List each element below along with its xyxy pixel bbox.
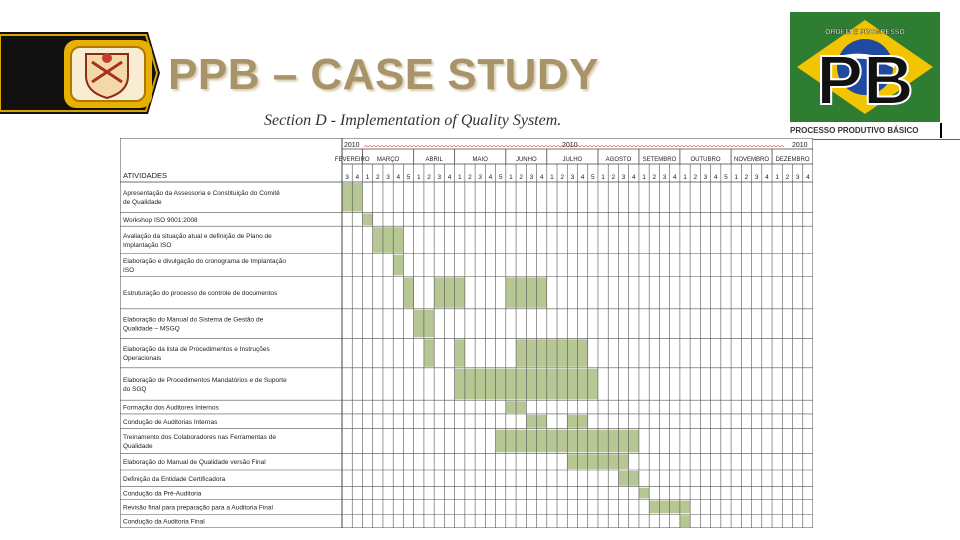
gantt-week-label: 2 — [519, 174, 523, 181]
gantt-week-label: 4 — [539, 174, 544, 181]
gantt-week-label: 4 — [672, 174, 677, 181]
gantt-week-label: 3 — [386, 174, 390, 181]
gantt-week-label: 2 — [560, 174, 564, 181]
gantt-week-label: 4 — [355, 174, 360, 181]
gantt-month-label: ABRIL — [425, 157, 443, 163]
gantt-bar — [403, 277, 413, 307]
gantt-bar — [516, 339, 588, 366]
crest-emblem-icon — [102, 53, 112, 63]
page-subtitle: Section D - Implementation of Quality System. — [264, 112, 562, 129]
gantt-month-label: FEVEREIRO — [334, 157, 370, 163]
gantt-month-label: AGOSTO — [605, 157, 632, 163]
gantt-week-label: 3 — [437, 174, 442, 181]
gantt-bar — [373, 227, 404, 253]
gantt-week-label: 1 — [642, 174, 646, 181]
gantt-week-label: 2 — [468, 174, 472, 181]
gantt-week-label: 1 — [365, 174, 370, 181]
gantt-year-label: 2010 — [792, 142, 808, 149]
gantt-bar — [455, 339, 465, 366]
city-crest-logo — [0, 32, 160, 114]
gantt-week-label: 1 — [734, 174, 739, 181]
gantt-week-label: 2 — [652, 174, 657, 181]
gantt-week-label: 4 — [488, 174, 493, 181]
gantt-week-label: 1 — [683, 174, 687, 181]
gantt-week-label: 1 — [509, 174, 513, 181]
gantt-task-label: Revisão final para preparação para a Auditoria Final — [123, 504, 273, 512]
gantt-task-label: Treinamento dos Colaboradores nas Ferramentas de Qualidade — [123, 434, 276, 451]
gantt-bar — [362, 213, 372, 225]
gantt-week-label: 2 — [427, 174, 431, 181]
gantt-week-label: 3 — [621, 174, 626, 181]
gantt-year-label: 2010 — [562, 142, 578, 149]
gantt-task-label: Elaboração do Manual de Qualidade versão Final — [123, 459, 266, 467]
gantt-task-label: Condução da Auditoria Final — [123, 518, 205, 526]
gantt-week-label: 3 — [754, 174, 759, 181]
gantt-task-label: Condução da Pré-Auditoria — [123, 490, 202, 498]
gantt-task-label: Elaboração e divulgação do cronograma de Implantação ISO — [123, 258, 286, 275]
page-title: PPB – CASE STUDY — [168, 50, 599, 99]
gantt-week-label: 5 — [498, 174, 503, 181]
gantt-week-label: 5 — [591, 174, 595, 181]
gantt-task-label: Avaliação da situação atual e definição de Plano de Implantação ISO — [123, 232, 272, 249]
logo-letters: PB — [816, 41, 914, 119]
gantt-week-label: 4 — [806, 174, 810, 181]
gantt-week-label: 2 — [785, 174, 790, 181]
gantt-task-label: Workshop ISO 9001:2008 — [123, 216, 198, 224]
gantt-task-label: Estruturação do processo de controle de documentos — [123, 290, 278, 298]
header-rule-tick — [940, 123, 942, 138]
ppb-logo — [785, 12, 945, 137]
gantt-bar — [639, 488, 649, 499]
gantt-task-label: Definição da Entidade Certificadora — [123, 475, 226, 483]
gantt-month-label: OUTUBRO — [690, 157, 721, 163]
gantt-week-label: 2 — [611, 174, 616, 181]
gantt-week-label: 3 — [345, 174, 349, 181]
gantt-week-label: 1 — [775, 174, 779, 181]
gantt-week-label: 1 — [457, 174, 462, 181]
gantt-week-label: 4 — [713, 174, 718, 181]
logo-caption: PROCESSO PRODUTIVO BÁSICO — [790, 126, 919, 135]
gantt-chart — [120, 138, 813, 528]
gantt-month-label: JUNHO — [515, 157, 537, 163]
gantt-bar — [424, 339, 434, 366]
gantt-week-label: 1 — [416, 174, 421, 181]
gantt-week-label: 4 — [396, 174, 401, 181]
gantt-week-label: 4 — [580, 174, 585, 181]
gantt-week-label: 3 — [662, 174, 667, 181]
gantt-task-label: Apresentação da Assessoria e Constituição do Comitê de Qualidade — [123, 190, 280, 207]
gantt-week-label: 5 — [406, 174, 411, 181]
gantt-week-label: 3 — [570, 174, 575, 181]
gantt-week-label: 2 — [693, 174, 698, 181]
gantt-week-label: 2 — [744, 174, 749, 181]
gantt-week-label: 3 — [529, 174, 534, 181]
gantt-week-label: 5 — [724, 174, 728, 181]
gantt-week-label: 4 — [765, 174, 769, 181]
gantt-tasks-header: ATIVIDADES — [123, 171, 168, 180]
gantt-bar — [393, 255, 403, 276]
gantt-month-label: MARÇO — [376, 157, 400, 163]
gantt-task-label: Condução de Auditorias Internas — [123, 418, 218, 426]
gantt-week-label: 3 — [703, 174, 708, 181]
gantt-week-label: 2 — [376, 174, 380, 181]
gantt-month-label: SETEMBRO — [642, 157, 677, 163]
gantt-week-label: 4 — [447, 174, 452, 181]
logo-band-text: ORDEM E PROGRESSO — [825, 29, 905, 36]
gantt-week-label: 3 — [478, 174, 483, 181]
gantt-task-label: Formação dos Auditores Internos — [123, 404, 219, 412]
gantt-task-label: Elaboração de Procedimentos Mandatórios e de Suporte do SGQ — [123, 376, 287, 393]
gantt-month-label: MAIO — [472, 157, 488, 163]
gantt-year-label: 2010 — [344, 142, 360, 149]
gantt-week-label: 3 — [795, 174, 800, 181]
gantt-task-label: Elaboração da lista de Procedimentos e Instruções Operacionais — [123, 346, 270, 363]
gantt-week-label: 4 — [632, 174, 636, 181]
gantt-month-label: NOVEMBRO — [734, 157, 770, 163]
gantt-bar — [434, 277, 465, 307]
gantt-month-label: DEZEMBRO — [775, 157, 810, 163]
gantt-week-label: 1 — [601, 174, 605, 181]
gantt-bar — [680, 515, 690, 527]
gantt-month-label: JULHO — [562, 157, 583, 163]
gantt-task-label: Elaboração do Manual do Sistema de Gestão de Qualidade – MSGQ — [123, 316, 264, 333]
gantt-week-label: 1 — [550, 174, 554, 181]
